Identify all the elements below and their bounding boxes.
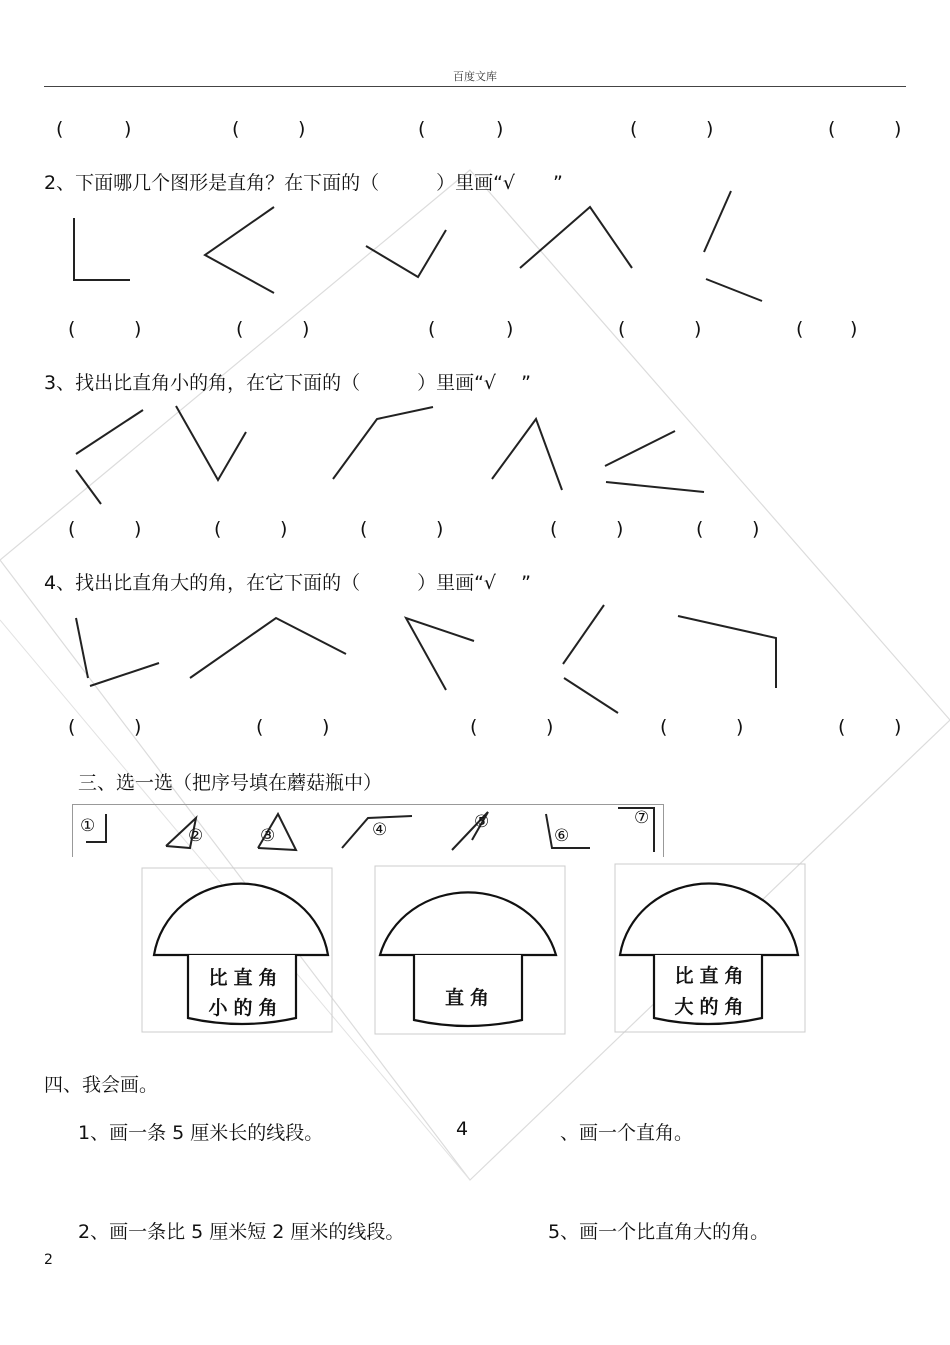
paren-open: ( bbox=[236, 318, 244, 340]
draw-item-2: 2、画一条比 5 厘米短 2 厘米的线段。 bbox=[78, 1221, 405, 1243]
choice-number-6: ⑥ bbox=[554, 826, 570, 846]
paren-open: ( bbox=[618, 318, 626, 340]
choice-number-7: ⑦ bbox=[634, 808, 650, 828]
paren-open: ( bbox=[550, 518, 558, 540]
paren-open: ( bbox=[696, 518, 704, 540]
question-4-text: 4、找出比直角大的角，在它下面的（ ）里画“√ ” bbox=[44, 572, 531, 594]
paren-open: ( bbox=[660, 716, 668, 738]
paren-open: ( bbox=[256, 716, 264, 738]
mushroom-3-label-line1: 比直角 bbox=[674, 965, 750, 987]
paren-close: ) bbox=[736, 716, 744, 738]
mushroom-1-label-line2: 小的角 bbox=[208, 997, 284, 1019]
paren-open: ( bbox=[360, 518, 368, 540]
mushroom-2-label: 直角 bbox=[444, 987, 495, 1009]
question-2-text: 2、下面哪几个图形是直角？在下面的（ ）里画“√ ” bbox=[44, 172, 563, 194]
paren-open: ( bbox=[56, 118, 64, 140]
paren-close: ) bbox=[894, 716, 902, 738]
paren-open: ( bbox=[418, 118, 426, 140]
document-header: 百度文库 bbox=[453, 70, 497, 83]
paren-close: ) bbox=[322, 716, 330, 738]
choice-number-1: ① bbox=[80, 816, 96, 836]
choice-number-3: ③ bbox=[260, 826, 276, 846]
paren-open: ( bbox=[68, 318, 76, 340]
page-number: 2 bbox=[44, 1252, 53, 1268]
paren-close: ) bbox=[546, 716, 554, 738]
paren-close: ) bbox=[134, 716, 142, 738]
paren-open: ( bbox=[470, 716, 478, 738]
paren-open: ( bbox=[428, 318, 436, 340]
paren-close: ) bbox=[752, 518, 760, 540]
paren-open: ( bbox=[68, 518, 76, 540]
paren-close: ) bbox=[124, 118, 132, 140]
paren-close: ) bbox=[506, 318, 514, 340]
choice-number-2: ② bbox=[188, 826, 204, 846]
paren-close: ) bbox=[616, 518, 624, 540]
paren-close: ) bbox=[134, 318, 142, 340]
paren-close: ) bbox=[280, 518, 288, 540]
paren-open: ( bbox=[630, 118, 638, 140]
mushroom-3-label-line2: 大的角 bbox=[674, 996, 750, 1018]
draw-item-5: 5、画一个比直角大的角。 bbox=[548, 1221, 770, 1243]
draw-item-4-number: 4 bbox=[456, 1118, 469, 1140]
section-3-title: 三、选一选（把序号填在蘑菇瓶中） bbox=[78, 772, 383, 794]
choice-number-4: ④ bbox=[372, 820, 388, 840]
paren-close: ) bbox=[298, 118, 306, 140]
paren-open: ( bbox=[796, 318, 804, 340]
paren-open: ( bbox=[232, 118, 240, 140]
question-3-text: 3、找出比直角小的角，在它下面的（ ）里画“√ ” bbox=[44, 372, 531, 394]
paren-close: ) bbox=[850, 318, 858, 340]
paren-close: ) bbox=[436, 518, 444, 540]
paren-open: ( bbox=[214, 518, 222, 540]
paren-open: ( bbox=[68, 716, 76, 738]
paren-close: ) bbox=[694, 318, 702, 340]
draw-item-4-text: 、画一个直角。 bbox=[560, 1122, 694, 1144]
section-4-title: 四、我会画。 bbox=[44, 1074, 159, 1096]
paren-close: ) bbox=[496, 118, 504, 140]
paren-open: ( bbox=[838, 716, 846, 738]
mushroom-1-label-line1: 比直角 bbox=[208, 967, 284, 989]
paren-open: ( bbox=[828, 118, 836, 140]
choice-number-5: ⑤ bbox=[474, 812, 490, 832]
paren-close: ) bbox=[706, 118, 714, 140]
paren-close: ) bbox=[894, 118, 902, 140]
paren-close: ) bbox=[134, 518, 142, 540]
draw-item-1: 1、画一条 5 厘米长的线段。 bbox=[78, 1122, 324, 1144]
paren-close: ) bbox=[302, 318, 310, 340]
